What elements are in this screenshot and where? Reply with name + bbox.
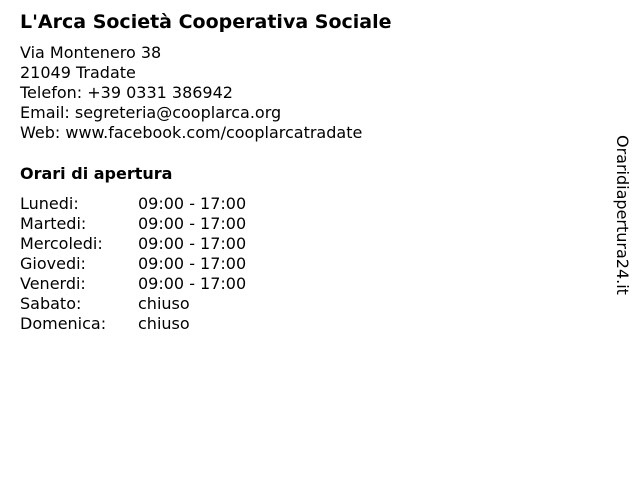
opening-hours-heading: Orari di apertura bbox=[20, 164, 173, 183]
time-value: chiuso bbox=[138, 314, 190, 333]
contact-block bbox=[20, 43, 362, 143]
day-label: Martedi: bbox=[20, 214, 87, 233]
address-city: 21049 Tradate bbox=[20, 63, 136, 82]
day-label: Domenica: bbox=[20, 314, 107, 333]
page-title: L'Arca Società Cooperativa Sociale bbox=[20, 11, 392, 33]
time-value: 09:00 - 17:00 bbox=[138, 194, 247, 213]
hours-row-saturday bbox=[20, 294, 246, 314]
day-label: Lunedi: bbox=[20, 194, 79, 213]
time-value: 09:00 - 17:00 bbox=[138, 274, 247, 293]
phone-line: Telefon: +39 0331 386942 bbox=[20, 83, 233, 102]
site-brand-vertical: Oraridiapertura24.it bbox=[613, 135, 632, 295]
day-label: Giovedi: bbox=[20, 254, 86, 273]
day-label: Venerdi: bbox=[20, 274, 86, 293]
hours-row-wednesday bbox=[20, 234, 246, 254]
hours-row-sunday bbox=[20, 314, 246, 334]
hours-row-tuesday bbox=[20, 214, 246, 234]
address-street: Via Montenero 38 bbox=[20, 43, 162, 62]
hours-row-friday bbox=[20, 274, 246, 294]
hours-row-thursday bbox=[20, 254, 246, 274]
web-line: Web: www.facebook.com/cooplarcatradate bbox=[20, 123, 363, 142]
day-label: Sabato: bbox=[20, 294, 82, 313]
opening-hours-table bbox=[20, 194, 246, 334]
day-label: Mercoledi: bbox=[20, 234, 103, 253]
time-value: 09:00 - 17:00 bbox=[138, 234, 247, 253]
hours-row-monday bbox=[20, 194, 246, 214]
time-value: chiuso bbox=[138, 294, 190, 313]
time-value: 09:00 - 17:00 bbox=[138, 214, 247, 233]
email-line: Email: segreteria@cooplarca.org bbox=[20, 103, 282, 122]
time-value: 09:00 - 17:00 bbox=[138, 254, 247, 273]
